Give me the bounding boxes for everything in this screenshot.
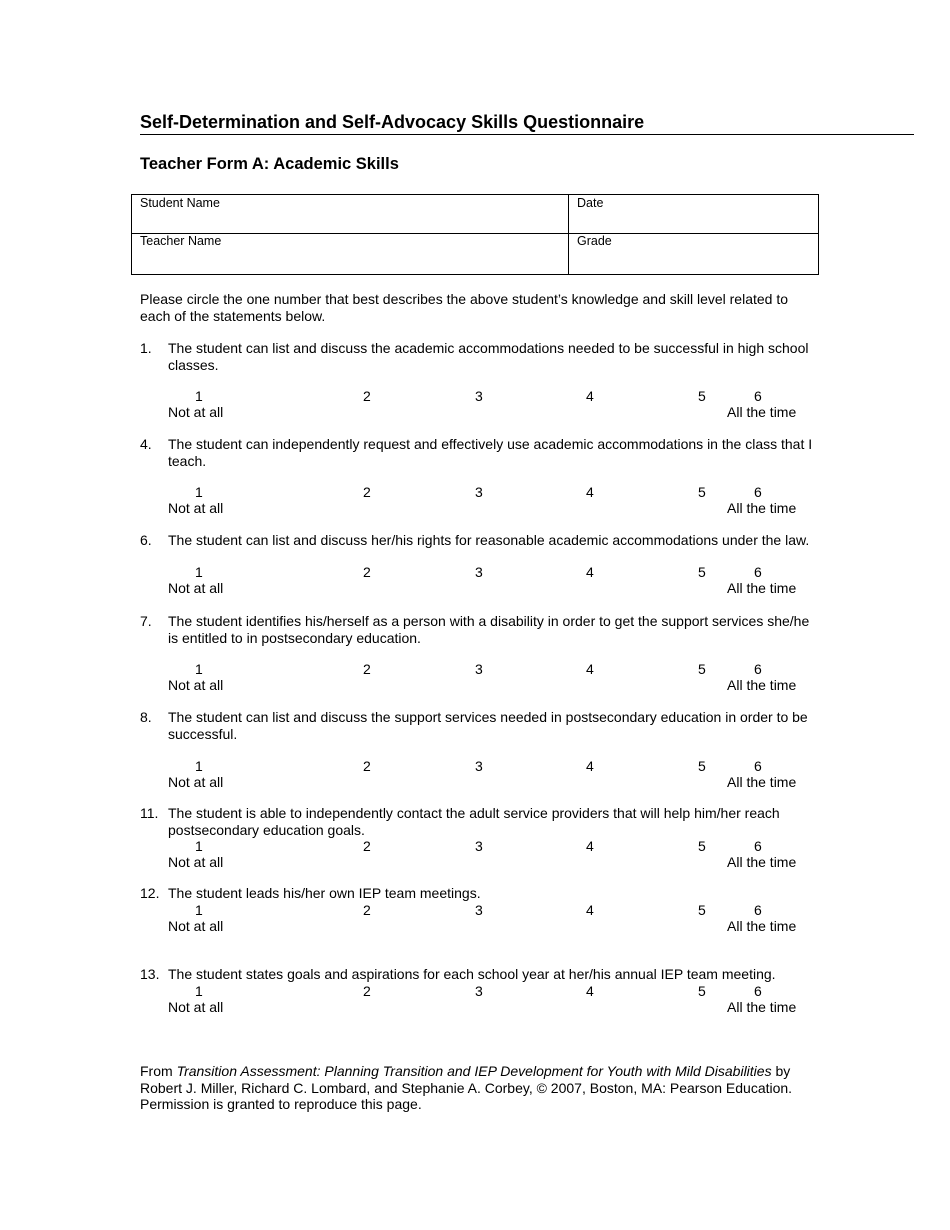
- scale-high-label: All the time: [727, 677, 797, 693]
- rating-option-2[interactable]: 2: [363, 564, 371, 580]
- rating-option-3[interactable]: 3: [475, 758, 483, 774]
- rating-option-5[interactable]: 5: [698, 838, 706, 854]
- rating-scale: [0, 661, 950, 701]
- rating-option-1[interactable]: 1: [195, 758, 203, 774]
- scale-low-label: Not at all: [168, 854, 224, 870]
- question-number: 6.: [140, 532, 152, 548]
- student-info-table: [131, 194, 819, 275]
- rating-option-5[interactable]: 5: [698, 564, 706, 580]
- scale-low-label: Not at all: [168, 580, 224, 596]
- rating-option-5[interactable]: 5: [698, 758, 706, 774]
- rating-option-1[interactable]: 1: [195, 838, 203, 854]
- question-text: The student leads his/her own IEP team meetings.: [168, 885, 481, 901]
- question-text: The student identifies his/herself as a person with a disability in order to get the support services she/he is entitled to in postsecondary education.: [168, 613, 810, 646]
- teacher-name-field[interactable]: [132, 233, 569, 274]
- citation-book-title: Transition Assessment: Planning Transition and IEP Development for Youth with Mild Disabilities: [176, 1063, 772, 1079]
- rating-option-5[interactable]: 5: [698, 983, 706, 999]
- rating-option-2[interactable]: 2: [363, 902, 371, 918]
- rating-scale: [0, 564, 950, 604]
- rating-option-6[interactable]: 6: [754, 758, 762, 774]
- date-label: Date: [577, 196, 604, 210]
- rating-option-6[interactable]: 6: [754, 484, 762, 500]
- scale-high-label: All the time: [727, 999, 797, 1015]
- rating-option-2[interactable]: 2: [363, 983, 371, 999]
- question-number: 11.: [140, 805, 159, 821]
- rating-option-1[interactable]: 1: [195, 661, 203, 677]
- rating-option-6[interactable]: 6: [754, 388, 762, 404]
- scale-high-label: All the time: [727, 774, 797, 790]
- rating-option-1[interactable]: 1: [195, 983, 203, 999]
- scale-high-label: All the time: [727, 854, 797, 870]
- question-text: The student can list and discuss her/his rights for reasonable academic accommodations under the law.: [168, 532, 810, 548]
- rating-scale: [0, 838, 950, 878]
- scale-high-label: All the time: [727, 580, 797, 596]
- rating-scale: [0, 758, 950, 798]
- question-number: 1.: [140, 340, 152, 356]
- rating-option-2[interactable]: 2: [363, 661, 371, 677]
- question-text: The student states goals and aspirations for each school year at her/his annual IEP team meeting.: [168, 966, 776, 982]
- rating-option-5[interactable]: 5: [698, 661, 706, 677]
- rating-scale: [0, 484, 950, 524]
- rating-scale: [0, 902, 950, 942]
- question-number: 13.: [140, 966, 160, 982]
- question-text: The student can list and discuss the support services needed in postsecondary education in order to be successful.: [168, 709, 808, 742]
- rating-option-1[interactable]: 1: [195, 902, 203, 918]
- rating-option-2[interactable]: 2: [363, 484, 371, 500]
- question-text: The student can list and discuss the academic accommodations needed to be successful in high school classes.: [168, 340, 809, 373]
- citation-suffix: by Robert J. Miller, Richard C. Lombard, and Stephanie A. Corbey, © 2007, Boston, MA: Pearson Education. Permission is granted to reproduce this page.: [140, 1063, 793, 1112]
- rating-option-5[interactable]: 5: [698, 484, 706, 500]
- rating-option-3[interactable]: 3: [475, 564, 483, 580]
- title-divider: [140, 134, 914, 135]
- rating-option-3[interactable]: 3: [475, 484, 483, 500]
- rating-option-1[interactable]: 1: [195, 388, 203, 404]
- rating-option-4[interactable]: 4: [586, 564, 594, 580]
- rating-option-6[interactable]: 6: [754, 661, 762, 677]
- rating-option-5[interactable]: 5: [698, 388, 706, 404]
- question-number: 4.: [140, 436, 152, 452]
- rating-option-6[interactable]: 6: [754, 983, 762, 999]
- question-number: 8.: [140, 709, 152, 725]
- teacher-name-label: Teacher Name: [140, 234, 222, 248]
- grade-label: Grade: [577, 234, 612, 248]
- scale-high-label: All the time: [727, 404, 797, 420]
- rating-scale: [0, 388, 950, 428]
- rating-option-3[interactable]: 3: [475, 388, 483, 404]
- rating-option-6[interactable]: 6: [754, 564, 762, 580]
- grade-field[interactable]: [569, 233, 818, 274]
- rating-option-2[interactable]: 2: [363, 758, 371, 774]
- question-text: The student can independently request and effectively use academic accommodations in the class that I teach.: [168, 436, 813, 469]
- form-subtitle: Teacher Form A: Academic Skills: [140, 155, 399, 173]
- rating-option-3[interactable]: 3: [475, 983, 483, 999]
- scale-low-label: Not at all: [168, 404, 224, 420]
- info-row-1: [132, 195, 818, 234]
- student-name-field[interactable]: [132, 195, 569, 233]
- scale-low-label: Not at all: [168, 677, 224, 693]
- rating-option-3[interactable]: 3: [475, 661, 483, 677]
- page-title: Self-Determination and Self-Advocacy Skills Questionnaire: [140, 112, 645, 132]
- question-text: The student is able to independently contact the adult service providers that will help him/her reach postsecondary education goals.: [168, 805, 780, 838]
- date-field[interactable]: [569, 195, 818, 233]
- scale-low-label: Not at all: [168, 774, 224, 790]
- citation-prefix: From: [140, 1063, 177, 1079]
- rating-option-2[interactable]: 2: [363, 388, 371, 404]
- question-number: 12.: [140, 885, 160, 901]
- rating-option-5[interactable]: 5: [698, 902, 706, 918]
- rating-option-6[interactable]: 6: [754, 902, 762, 918]
- instructions: Please circle the one number that best describes the above student’s knowledge and skill level related to each of the statements below.: [140, 291, 789, 324]
- question-number: 7.: [140, 613, 152, 629]
- rating-option-4[interactable]: 4: [586, 661, 594, 677]
- rating-option-4[interactable]: 4: [586, 983, 594, 999]
- rating-option-4[interactable]: 4: [586, 388, 594, 404]
- rating-option-1[interactable]: 1: [195, 484, 203, 500]
- scale-low-label: Not at all: [168, 918, 224, 934]
- rating-option-4[interactable]: 4: [586, 838, 594, 854]
- info-row-2: [132, 233, 818, 274]
- rating-option-4[interactable]: 4: [586, 758, 594, 774]
- rating-option-6[interactable]: 6: [754, 838, 762, 854]
- source-citation: [140, 1063, 820, 1113]
- rating-option-1[interactable]: 1: [195, 564, 203, 580]
- scale-low-label: Not at all: [168, 500, 224, 516]
- rating-option-3[interactable]: 3: [475, 902, 483, 918]
- rating-scale: [0, 983, 950, 1023]
- student-name-label: Student Name: [140, 196, 220, 210]
- rating-option-4[interactable]: 4: [586, 484, 594, 500]
- scale-high-label: All the time: [727, 500, 797, 516]
- rating-option-2[interactable]: 2: [363, 838, 371, 854]
- rating-option-3[interactable]: 3: [475, 838, 483, 854]
- rating-option-4[interactable]: 4: [586, 902, 594, 918]
- scale-low-label: Not at all: [168, 999, 224, 1015]
- scale-high-label: All the time: [727, 918, 797, 934]
